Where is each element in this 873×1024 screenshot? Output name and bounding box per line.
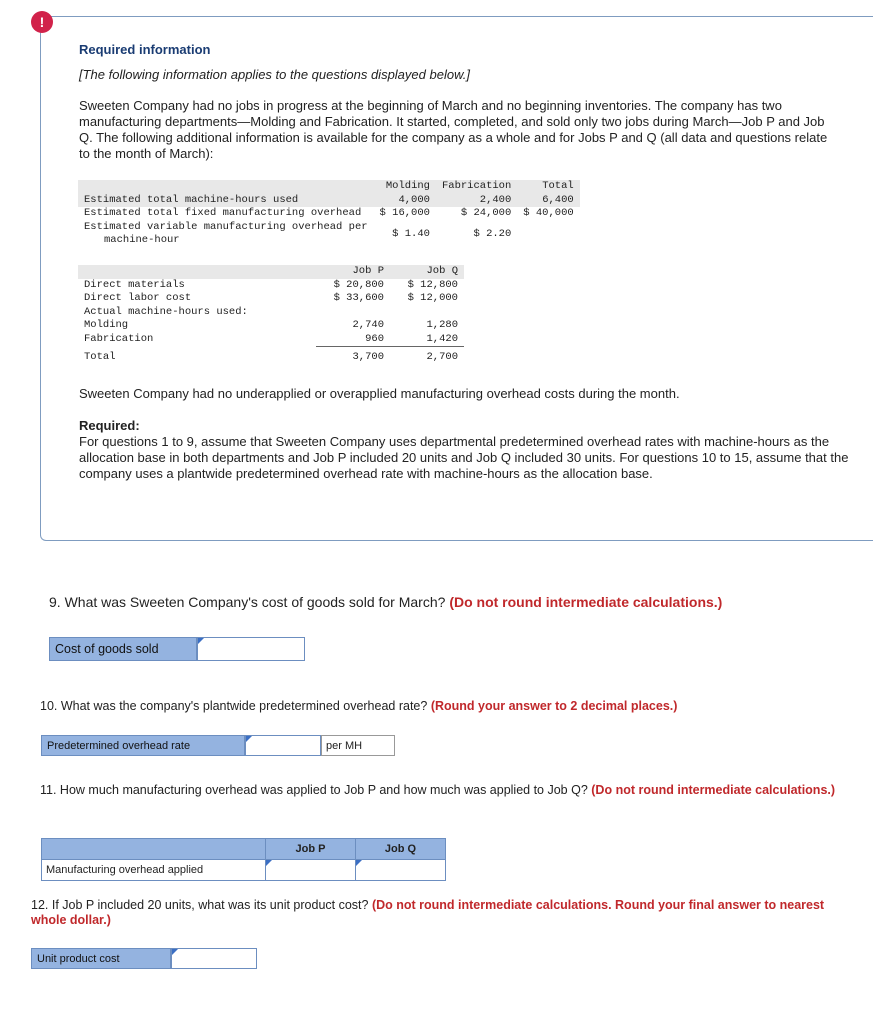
table-cell: $ 16,000 [379,207,430,219]
job-p-overhead-input[interactable] [266,860,356,881]
question-text: 11. How much manufacturing overhead was applied to Job P and how much was applied to Job Q? [40,783,588,797]
question-text: 12. If Job P included 20 units, what was its unit product cost? [31,898,369,912]
row-label: Fabrication [84,332,154,345]
col-header-fabrication: Fabrication [436,180,517,194]
table-cell: $ 33,600 [333,292,384,304]
intro-paragraph: Sweeten Company had no jobs in progress at the beginning of March and no beginning inventories. The company has two manufacturing departments—Molding and Fabrication. It started, completed, and sold only two jobs during March—Job P and Job Q. The following additional information is available for the company as a whole and for Jobs P and Q (all data and questions relate to the month of March): [79,98,828,161]
answer-label: Unit product cost [31,948,171,969]
table-cell: 1,280 [426,319,458,331]
answer-row-rate [41,735,395,756]
row-label: Direct materials [84,278,185,291]
col-header-molding: Molding [374,180,436,194]
row-label: Estimated total machine-hours used [78,194,374,208]
question-12 [31,898,841,928]
table-cell: 4,000 [374,194,436,208]
row-label: Estimated variable manufacturing overhead per [84,220,368,233]
overhead-estimates-table [78,180,580,248]
table-cell: $ 12,000 [407,292,458,304]
unit-label: per MH [321,735,395,756]
col-header-job-p: Job P [316,265,390,279]
table-cell: $ 40,000 [523,207,574,219]
alert-icon: ! [31,11,53,33]
overhead-applied-table [41,838,446,881]
table-cell: $ 1.40 [392,227,430,240]
question-instruction: (Round your answer to 2 decimal places.) [430,699,678,713]
required-section [79,418,849,482]
required-info-title: Required information [79,42,211,57]
table-cell: 6,400 [517,194,579,208]
question-text: 10. What was the company's plantwide predetermined overhead rate? [40,699,428,713]
table-cell [316,306,390,320]
table-cell: 2,700 [426,351,458,363]
table-cell: 960 [316,333,390,347]
answer-label: Cost of goods sold [49,637,197,661]
no-under-over-note: Sweeten Company had no underapplied or overapplied manufacturing overhead costs during the month. [79,386,680,401]
answer-row-unit-cost [31,948,257,969]
blank-header [42,839,266,860]
row-label-continued: machine-hour [104,234,180,246]
unit-product-cost-input[interactable] [171,948,257,969]
row-label: Estimated total fixed manufacturing overhead [84,207,362,219]
predetermined-rate-input[interactable] [245,735,321,756]
row-label: Total [84,350,116,363]
col-header-job-p: Job P [266,839,356,860]
question-instruction: (Do not round intermediate calculations.) [591,783,836,797]
question-10 [40,698,677,715]
required-text: For questions 1 to 9, assume that Sweeten Company uses departmental predetermined overhead rates with machine-hours as the allocation base in both departments and Job P included 20 units and Job Q included 30 units. For questions 10 to 15, assume that the company uses a plantwide predetermined overhead rate with machine-hours as the allocation base. [79,434,849,481]
table-cell [390,306,464,320]
table-cell: $ 20,800 [333,278,384,291]
col-header-total: Total [517,180,579,194]
row-label: Actual machine-hours used: [84,305,248,318]
jobs-table [78,265,464,365]
table-cell: 2,400 [436,194,517,208]
required-title: Required: [79,418,140,433]
table-cell: 3,700 [352,351,384,363]
row-label: Molding [84,319,129,331]
row-label: Direct labor cost [84,292,192,304]
question-9 [49,594,722,611]
answer-row-cogs [49,637,305,661]
col-header-job-q: Job Q [390,265,464,279]
table-cell: $ 12,800 [407,278,458,291]
question-11 [40,783,860,798]
table-cell: $ 2.20 [473,227,512,240]
job-q-overhead-input[interactable] [356,860,446,881]
row-label: Manufacturing overhead applied [42,860,266,881]
table-cell: $ 24,000 [460,207,512,219]
cost-of-goods-sold-input[interactable] [197,637,305,661]
table-cell: 1,420 [390,333,464,347]
answer-label: Predetermined overhead rate [41,735,245,756]
info-note: [The following information applies to the questions displayed below.] [79,67,470,82]
table-cell [517,221,579,248]
question-text: 9. What was Sweeten Company's cost of goods sold for March? [49,594,446,610]
col-header-job-q: Job Q [356,839,446,860]
question-instruction: (Do not round intermediate calculations.) [449,594,723,610]
question-instruction: (Do not round intermediate calculations. Round your final answer to nearest whole dollar.) [31,898,825,927]
table-cell: 2,740 [352,319,384,331]
